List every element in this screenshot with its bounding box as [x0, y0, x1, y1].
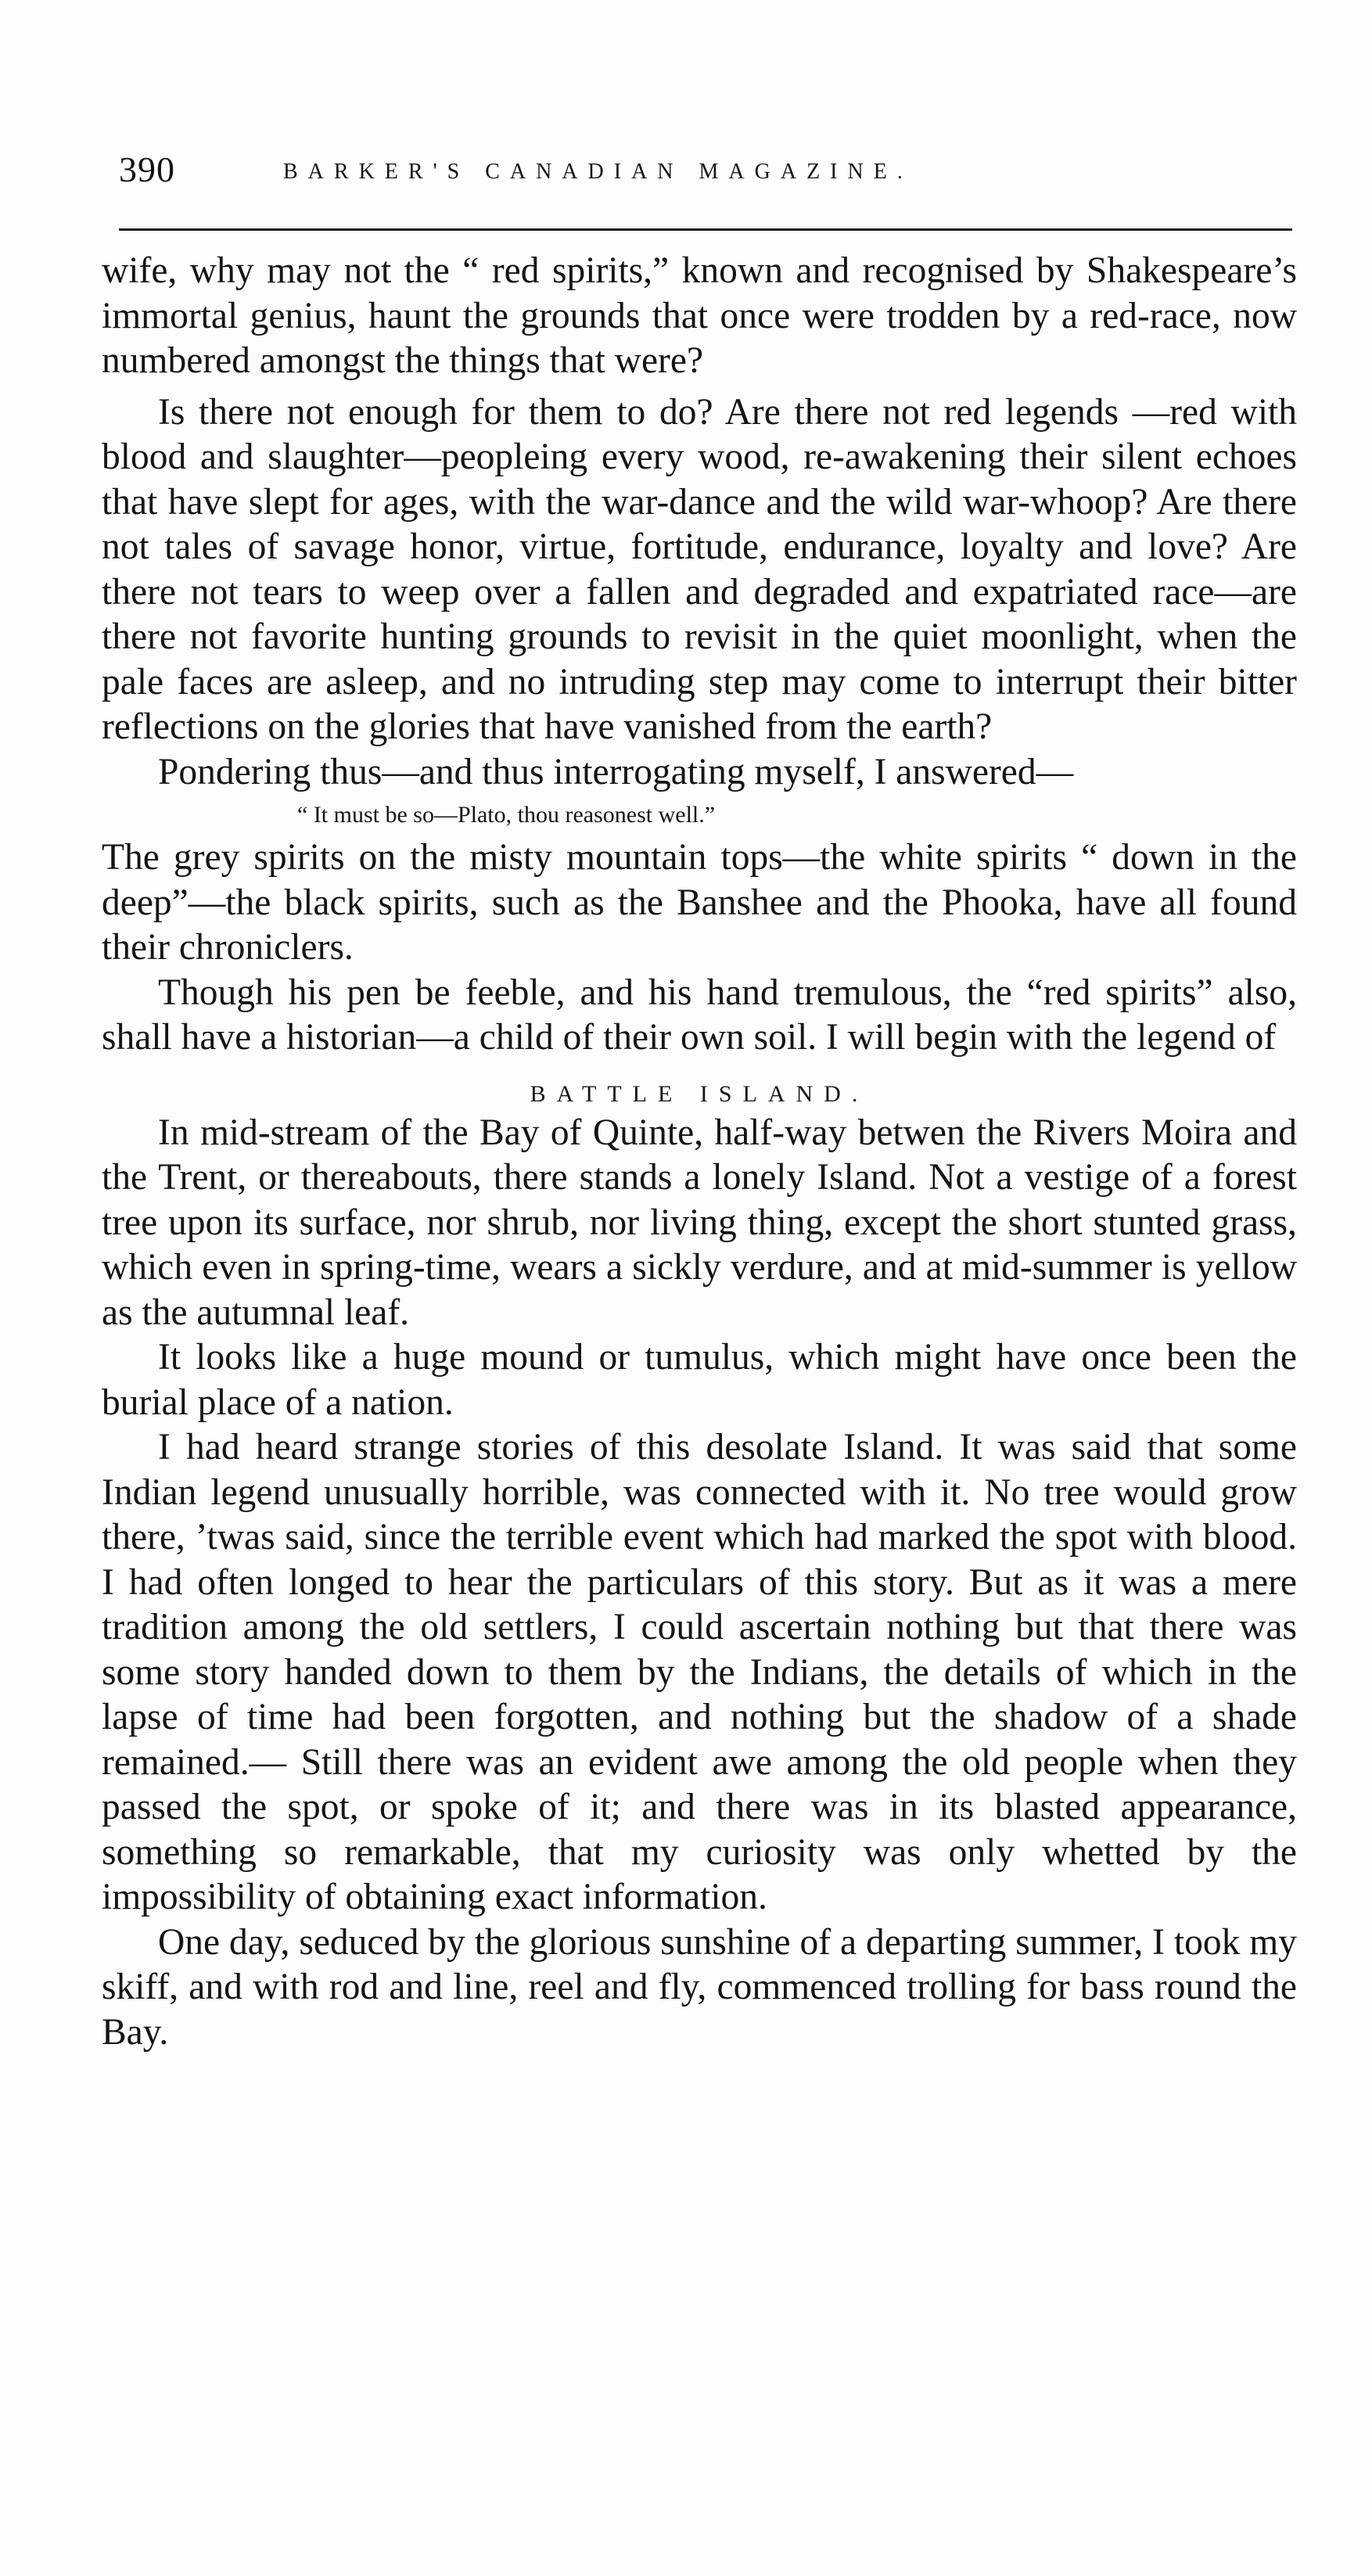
paragraph: The grey spirits on the misty mountain tops—the white spirits “ down in the deep”—the black spirits, such as the Banshee and the Phooka, have all found their chroniclers.	[102, 837, 1297, 968]
quotation: “ It must be so—Plato, thou reasonest well.”	[297, 802, 716, 828]
paragraph: Though his pen be feeble, and his hand tremulous, the “red spirits” also, shall have a historian—a child of their own soil. I will begin with the legend of	[102, 972, 1297, 1058]
paragraph: Pondering thus—and thus interrogating myself, I answered—	[158, 751, 1074, 792]
paragraph: In mid-stream of the Bay of Quinte, half-way betwen the Rivers Moira and the Trent, or thereabouts, there stands a lonely Island. Not a vestige of a forest tree upon its surface, nor shrub, nor living thing, except the short stunted grass, which even in spring-time, wears a sickly verdure, and at mid-summer is yellow as the autumnal leaf.	[102, 1112, 1297, 1333]
page-number: 390	[119, 149, 175, 189]
paragraph: Is there not enough for them to do? Are there not red legends —red with blood and slaughter—peopleing every wood, re-awakening their silent echoes that have slept for ages, with the war-dance and the wild war-whoop? Are there not tales of savage honor, virtue, fortitude, endurance, loyalty and love? Are there not tears to weep over a fallen and degraded and expatriated race—are there not favorite hunting grounds to revisit in the quiet moonlight, when the pale faces are asleep, and no intruding step may come to interrupt their bitter reflections on the glories that have vanished from the earth?	[102, 391, 1297, 747]
header-rule	[119, 228, 1292, 231]
paragraph-continuation: wife, why may not the “ red spirits,” known and recognised by Shakespeare’s immortal genius, haunt the grounds that once were trodden by a red-race, now numbered amongst the things that were?	[102, 250, 1297, 381]
paragraph: One day, seduced by the glorious sunshine of a departing summer, I took my skiff, and with rod and line, reel and fly, commenced trolling for bass round the Bay.	[102, 1921, 1297, 2053]
running-title: BARKER'S CANADIAN MAGAZINE.	[283, 160, 913, 184]
section-heading: BATTLE ISLAND.	[530, 1080, 869, 1107]
page-header	[119, 149, 1292, 196]
paragraph: It looks like a huge mound or tumulus, which might have once been the burial place of a nation.	[102, 1337, 1297, 1423]
paragraph: I had heard strange stories of this desolate Island. It was said that some Indian legend unusually horrible, was connected with it. No tree would grow there, ’twas said, since the terrible event which had marked the spot with blood. I had often longed to hear the particulars of this story. But as it was a mere tradition among the old settlers, I could ascertain nothing but that there was some story handed down to them by the Indians, the details of which in the lapse of time had been forgotten, and nothing but the shadow of a shade remained.— Still there was an evident awe among the old people when they passed the spot, or spoke of it; and there was in its blasted appearance, something so remarkable, that my curiosity was only whetted by the impossibility of obtaining exact information.	[102, 1427, 1297, 1917]
article-body	[102, 249, 1297, 2055]
